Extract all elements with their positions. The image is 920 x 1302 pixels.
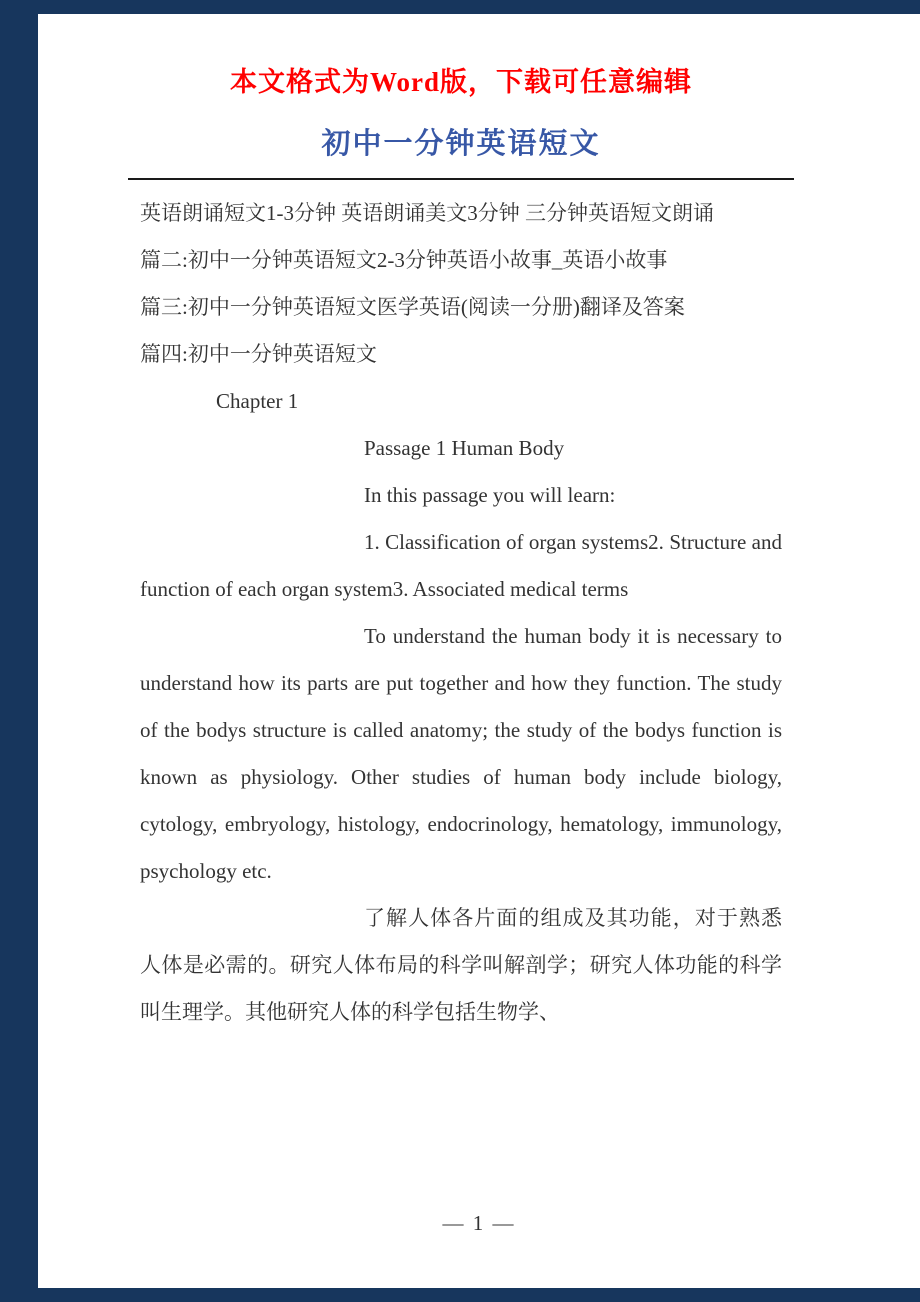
page-number: — 1 — bbox=[442, 1211, 516, 1235]
document-page bbox=[38, 14, 920, 1288]
page-border-bottom bbox=[0, 1288, 920, 1302]
paragraph: To understand the human body it is necessary to understand how its parts are put together and how they function. The study of the bodys structure is called anatomy; the study of the bodys function is known as physiology. Other studies of human body include biology, cytology, embryology, histology, endocrinology, hematology, immunology, psychology etc. bbox=[140, 624, 782, 883]
page-border-left bbox=[0, 0, 38, 1302]
paragraph: 1. Classification of organ systems2. Structure and function of each organ system3. Associated medical terms bbox=[140, 530, 782, 601]
paragraph: 英语朗诵短文1-3分钟 英语朗诵美文3分钟 三分钟英语短文朗诵 bbox=[140, 201, 714, 225]
paragraph-chapter-heading: Chapter 1 bbox=[216, 389, 299, 413]
paragraph: 篇二:初中一分钟英语短文2-3分钟英语小故事_英语小故事 bbox=[140, 248, 668, 272]
paragraph: 了解人体各片面的组成及其功能，对于熟悉人体是必需的。研究人体布局的科学叫解剖学；研究人体功能的科学叫生理学。其他研究人体的科学包括生物学、 bbox=[140, 906, 782, 1024]
title-divider bbox=[128, 178, 794, 180]
document-body bbox=[140, 190, 782, 1036]
page-border-top bbox=[0, 0, 920, 14]
document-title: 初中一分钟英语短文 bbox=[321, 128, 601, 160]
paragraph-passage-heading: Passage 1 Human Body bbox=[364, 436, 565, 460]
paragraph: 篇四:初中一分钟英语短文 bbox=[140, 342, 377, 366]
word-format-notice: 本文格式为Word版，下载可任意编辑 bbox=[229, 67, 692, 97]
paragraph: In this passage you will learn: bbox=[364, 483, 616, 507]
paragraph: 篇三:初中一分钟英语短文医学英语(阅读一分册)翻译及答案 bbox=[140, 295, 685, 319]
